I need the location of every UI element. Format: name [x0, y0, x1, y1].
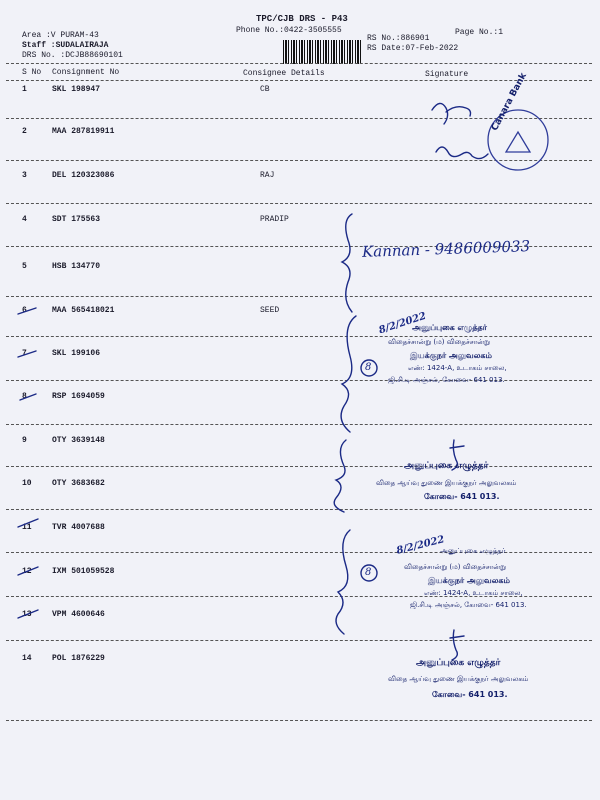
brace-mark	[342, 214, 352, 312]
row-consignment: OTY 3683682	[52, 479, 105, 488]
stamp-line: அனுப்புகை எழுத்தர்	[412, 323, 487, 332]
strike-mark	[18, 567, 38, 575]
stamp-line: விதைச்சான்று (ம) விதைச்சான்று	[388, 338, 490, 346]
stamp-line: விதைச்சான்று (ம) விதைச்சான்று	[404, 563, 506, 571]
staff-field: Staff :SUDALAIRAJA	[22, 41, 109, 50]
stamp-line: எண்: 1424-A, உடாகம் சாலை,	[424, 589, 523, 597]
stamp-line: ஜி.சி.டி அஞ்சல், கோவை- 641 013.	[388, 376, 505, 384]
row-consignee: RAJ	[260, 171, 275, 180]
row-consignment: IXM 501059528	[52, 567, 115, 576]
stamp-line: ஜி.சி.டி அஞ்சல், கோவை- 641 013.	[410, 601, 527, 609]
brace-mark	[341, 316, 356, 432]
handwritten-phone-note: Kannan - 9486009033	[361, 237, 531, 261]
stamp-line: அனுப்புகை எழுத்தர்	[416, 658, 501, 668]
column-consignee: Consignee Details	[243, 69, 325, 78]
row-consignment: DEL 120323086	[52, 171, 115, 180]
area-field: Area :V PURAM-43	[22, 31, 99, 40]
row-sno: 12	[22, 567, 32, 576]
row-sno: 8	[22, 392, 27, 401]
stamp-line: இயக்குநர் அலுவலகம்	[428, 576, 510, 585]
rs-date: RS Date:07-Feb-2022	[367, 44, 459, 53]
row-consignment: SDT 175563	[52, 215, 101, 224]
stamp-line: அனுப்புகை எழுத்தர்	[404, 461, 489, 471]
row-consignment: RSP 1694059	[52, 392, 105, 401]
initials-mark	[450, 630, 464, 660]
phone-number: Phone No.:0422-3505555	[236, 26, 342, 35]
brace-mark	[334, 440, 346, 512]
brace-mark	[336, 530, 350, 634]
row-sno: 6	[22, 306, 27, 315]
document-title: TPC/CJB DRS - P43	[256, 14, 348, 24]
strike-mark	[20, 394, 36, 400]
stamp-date: 8/2/2022	[395, 534, 446, 557]
page-number: Page No.:1	[455, 28, 504, 37]
row-sno: 9	[22, 436, 27, 445]
stamp-line: இயக்குநர் அலுவலகம்	[410, 351, 492, 360]
row-consignment: SKL 199106	[52, 349, 101, 358]
strike-mark	[18, 351, 36, 357]
row-sno: 4	[22, 215, 27, 224]
row-consignment: MAA 565418021	[52, 306, 115, 315]
bank-stamp-label: Canara Bank	[490, 71, 529, 133]
row-sno: 3	[22, 171, 27, 180]
row-consignment: POL 1876229	[52, 654, 105, 663]
column-signature: Signature	[425, 70, 469, 79]
circle-mark-label: 8	[365, 362, 372, 373]
stamp-date: 8/2/2022	[377, 310, 428, 337]
stamp-line: கோவை- 641 013.	[432, 690, 508, 699]
bank-stamp-triangle	[506, 132, 530, 152]
row-consignment: HSB 134770	[52, 262, 101, 271]
strike-mark	[18, 308, 36, 314]
row-sno: 10	[22, 479, 32, 488]
row-consignee: PRADIP	[260, 215, 289, 224]
row-sno: 5	[22, 262, 27, 271]
row-sno: 1	[22, 85, 27, 94]
row-sno: 13	[22, 610, 32, 619]
row-sno: 14	[22, 654, 32, 663]
stamp-line: கோவை- 641 013.	[424, 492, 500, 501]
row-consignee: SEED	[260, 306, 280, 315]
strike-mark	[18, 519, 38, 527]
rs-number: RS No.:886901	[367, 34, 430, 43]
row-consignee: CB	[260, 85, 270, 94]
stamp-line: விதை ஆய்வு துணை இயக்குநர் அலுவலகம்	[388, 675, 529, 683]
row-consignment: TVR 4007688	[52, 523, 105, 532]
drs-number: DRS No. :DCJB88690101	[22, 51, 123, 60]
signature-scribble	[436, 147, 488, 159]
stamp-line: எண்: 1424-A, உடாகம் சாலை,	[408, 364, 507, 372]
row-sno: 2	[22, 127, 27, 136]
row-consignment: SKL 198947	[52, 85, 101, 94]
row-consignment: VPM 4600646	[52, 610, 105, 619]
row-sno: 7	[22, 349, 27, 358]
row-consignment: MAA 287819911	[52, 127, 115, 136]
row-sno: 11	[22, 523, 32, 532]
row-consignment: OTY 3639148	[52, 436, 105, 445]
column-sno: S No	[22, 68, 42, 77]
strike-mark	[18, 610, 38, 618]
column-consignment: Consignment No	[52, 68, 120, 77]
signature-scribble	[432, 103, 471, 124]
stamp-line: விதை ஆய்வு துணை இயக்குநர் அலுவலகம்	[376, 479, 517, 487]
stamp-line: அனுப்புகை எழுத்தர்	[440, 547, 506, 555]
circle-mark-label: 8	[365, 567, 372, 578]
